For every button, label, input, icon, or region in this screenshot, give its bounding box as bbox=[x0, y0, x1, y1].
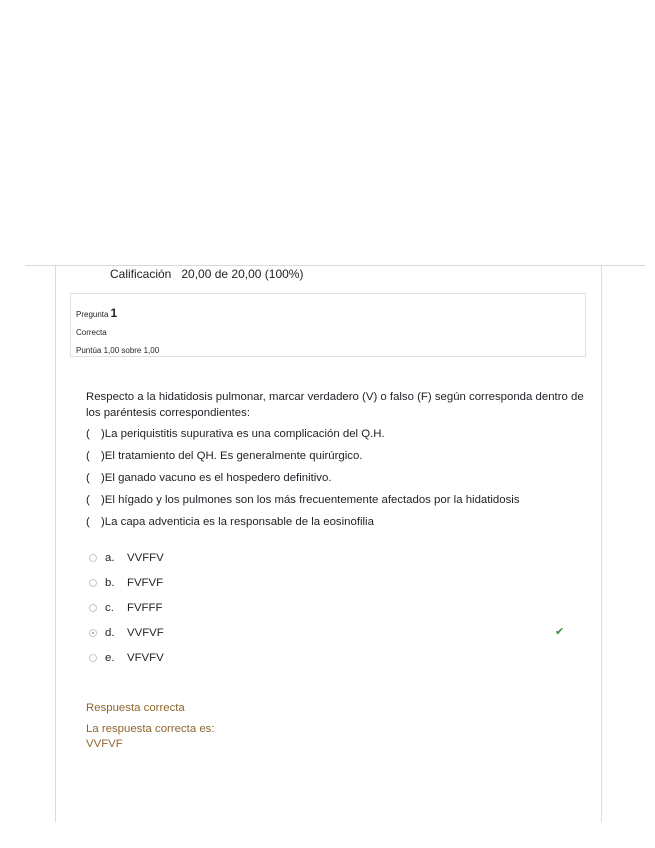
answer-letter: e. bbox=[105, 651, 115, 664]
radio-c[interactable] bbox=[89, 604, 97, 612]
statement-5: ( )La capa adventicia es la responsable de la eosinofilia bbox=[86, 516, 374, 528]
answer-option-a[interactable] bbox=[89, 545, 579, 570]
answer-text: VVFVF bbox=[127, 626, 164, 639]
answer-option-e[interactable] bbox=[89, 645, 579, 670]
grade-value: 20,00 de 20,00 (100%) bbox=[181, 267, 304, 281]
check-icon: ✔ bbox=[555, 626, 565, 638]
radio-e[interactable] bbox=[89, 654, 97, 662]
grade-label: Calificación bbox=[110, 267, 172, 281]
answer-option-d[interactable] bbox=[89, 620, 579, 645]
content-border-right bbox=[601, 266, 602, 822]
radio-a[interactable] bbox=[89, 554, 97, 562]
statement-1: ( )La periquistitis supurativa es una complicación del Q.H. bbox=[86, 428, 385, 440]
answer-option-b[interactable] bbox=[89, 570, 579, 595]
answer-letter: b. bbox=[105, 576, 115, 589]
answer-text: VVFFV bbox=[127, 551, 164, 564]
content-border-left bbox=[55, 266, 56, 822]
answer-text: FVFVF bbox=[127, 576, 164, 589]
top-divider bbox=[25, 265, 645, 266]
answer-options bbox=[89, 545, 579, 670]
question-state: Correcta bbox=[76, 328, 107, 337]
answer-text: VFVFV bbox=[127, 651, 164, 664]
feedback-correct-label: La respuesta correcta es: bbox=[86, 723, 215, 735]
radio-b[interactable] bbox=[89, 579, 97, 587]
answer-option-c[interactable] bbox=[89, 595, 579, 620]
answer-letter: c. bbox=[105, 601, 114, 614]
answer-letter: a. bbox=[105, 551, 115, 564]
statement-3: ( )El ganado vacuno es el hospedero definitivo. bbox=[86, 472, 332, 484]
radio-d-selected[interactable] bbox=[89, 629, 97, 637]
question-mark: Puntúa 1,00 sobre 1,00 bbox=[76, 346, 160, 355]
statement-4: ( )El hígado y los pulmones son los más frecuentemente afectados por la hidatidosis bbox=[86, 494, 520, 506]
question-info-box bbox=[70, 293, 586, 357]
statement-2: ( )El tratamiento del QH. Es generalmente quirúrgico. bbox=[86, 450, 363, 462]
answer-text: FVFFF bbox=[127, 601, 163, 614]
grade-summary bbox=[110, 267, 303, 281]
question-label: Pregunta bbox=[76, 310, 109, 319]
answer-letter: d. bbox=[105, 626, 115, 639]
question-number: 1 bbox=[110, 306, 118, 320]
feedback-correct-value: VVFVF bbox=[86, 738, 123, 750]
question-number-row bbox=[76, 301, 580, 319]
feedback-result: Respuesta correcta bbox=[86, 702, 185, 714]
question-text: Respecto a la hidatidosis pulmonar, marcar verdadero (V) o falso (F) según corresponda dentro de los paréntesis correspondientes: bbox=[86, 391, 584, 419]
